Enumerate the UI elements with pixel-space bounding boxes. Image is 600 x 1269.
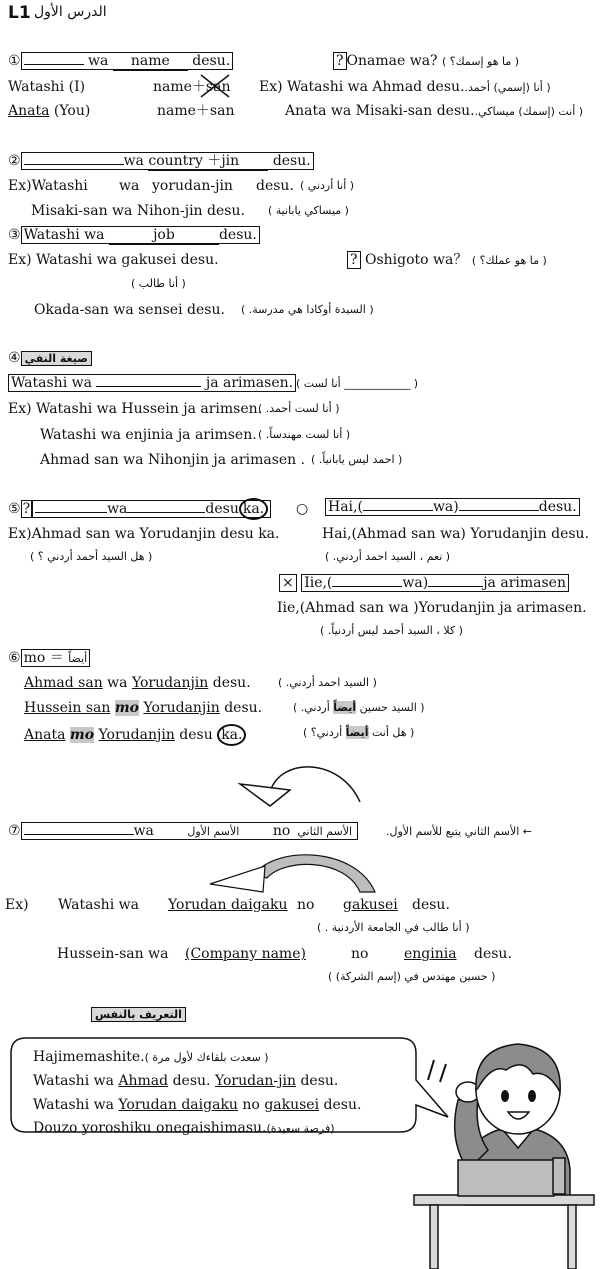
s2-arabic-2: ( ميساكي يابانية ) <box>268 204 349 217</box>
curved-arrow-gray-icon <box>205 848 395 898</box>
section-1-question: ? Onamae wa? ( ما هو إسمك؟ ) <box>333 52 519 70</box>
s4-arabic-2: ( أنا لست مهندساً. ) <box>258 428 351 441</box>
s5-no-pattern: × Iie,( wa) ja arimasen <box>279 574 569 592</box>
intro-line-3: Watashi wa Yorudan daigaku no gakusei desu. <box>33 1097 362 1113</box>
s7-hussein: Hussein-san wa <box>57 946 169 962</box>
s5-arabic-1: ( هل السيد أحمد أردني ؟ ) <box>30 550 153 563</box>
s6-arabic-3: ( هل أنت أيضاً أردني؟ ) <box>303 726 415 739</box>
s4-arabic-3: ( احمد ليس يابانياً. ) <box>311 453 403 466</box>
s4-example-2: Watashi wa enjinia ja arimsen. <box>40 427 257 443</box>
lesson-code: L1 <box>8 3 31 23</box>
s2-yorudan-jin: yorudan-jin <box>152 178 233 194</box>
intro-line-1: Hajimemashite.( سعدت بلقاءك لأول مرة ) <box>33 1049 269 1065</box>
s6-arabic-1: ( السيد احمد أردني. ) <box>278 676 377 689</box>
s6-row-3: Anata mo Yorudanjin desu ka. <box>24 724 246 746</box>
s2-arabic-1: ( أنا أردني ) <box>300 179 355 192</box>
s7-arabic-2: ( حسين مهندس في (إسم الشركة) ) <box>328 970 496 983</box>
s2-example-watashi: Ex)Watashi <box>8 178 88 194</box>
s3-arabic-1: ( أنا طالب ) <box>131 277 186 290</box>
section-3-pattern: ③ Watashi wa job desu. <box>8 226 260 245</box>
s3-example-2: Okada-san wa sensei desu. <box>34 302 225 318</box>
s6-row-2: Hussein san mo Yorudanjin desu. <box>24 700 263 716</box>
intro-line-4: Douzo yoroshiku onegaishimasu.(فرصة سعيدة) <box>33 1120 335 1136</box>
student-illustration <box>408 1030 600 1269</box>
s3-example: Ex) Watashi wa gakusei desu. <box>8 252 219 268</box>
s7-enginia: enginia <box>404 946 457 962</box>
s7-arabic-1: ( أنا طالب في الجامعة الأردنية . ) <box>317 921 470 934</box>
s5-arabic-2: ( نعم ، السيد احمد أردني. ) <box>325 550 451 563</box>
s1-anata: Anata (You) <box>8 103 91 119</box>
s1-name-san: name＋san <box>157 103 235 119</box>
s5-example: Ex)Ahmad san wa Yorudanjin desu ka. <box>8 526 280 542</box>
s1-watashi: Watashi (I) <box>8 79 86 95</box>
s3-arabic-2: ( السيدة أوكادا هي مدرسة. ) <box>241 303 374 316</box>
s7-ex-label: Ex) <box>5 897 29 913</box>
s5-yes-icon: ○ <box>296 501 309 517</box>
s4-example-3: Ahmad san wa Nihonjin ja arimasen . <box>40 452 306 468</box>
curved-arrow-icon <box>230 762 380 812</box>
s1-example-2: Anata wa Misaki-san desu.( أنت (إسمك) ميساكي. <box>285 103 584 119</box>
section-7-pattern: ⑦ wa الأسم الأول no الأسم الثاني <box>8 822 358 840</box>
s6-row-1: Ahmad san wa Yorudanjin desu. <box>24 675 251 691</box>
section-5-pattern: ⑤ ? wa desu ka. <box>8 498 271 520</box>
s7-no: no <box>297 897 315 913</box>
s4-example-1: Ex) Watashi wa Hussein ja arimsen. <box>8 401 263 417</box>
s7-note: ← الأسم الثاني يتبع للأسم الأول. <box>386 825 533 838</box>
lesson-title: الدرس الأول <box>34 4 107 20</box>
s4-arabic-1: ( أنا لست أحمد. ) <box>258 402 340 415</box>
s7-gakusei: gakusei <box>343 897 398 913</box>
s5-arabic-3: ( كلا ، السيد أحمد ليس أردنياً. ) <box>320 624 463 637</box>
s1-example-1: Ex) Watashi wa Ahmad desu.( أنا (إسمي) أحمد. <box>259 79 551 95</box>
s5-yes-answer: Hai,(Ahmad san wa) Yorudanjin desu. <box>322 526 590 542</box>
s5-no-answer: Iie,(Ahmad san wa )Yorudanjin ja arimasen. <box>277 600 587 616</box>
s4-arabic-0: ( ____________ أنا لست ) <box>296 377 419 390</box>
section-1-pattern: ① wa name desu. <box>8 52 233 71</box>
s7-desu-2: desu. <box>474 946 512 962</box>
section-2-pattern: ② wa country ＋jin desu. <box>8 152 314 171</box>
s2-example-2: Misaki-san wa Nihon-jin desu. <box>31 203 245 219</box>
section-6-header: ⑥ mo ＝ أيضاً <box>8 649 90 667</box>
intro-line-2: Watashi wa Ahmad desu. Yorudan-jin desu. <box>33 1073 339 1089</box>
section-4-header: ④ صيغة النفي <box>8 349 92 367</box>
s1-name-san-crossed: name＋san <box>153 78 230 96</box>
intro-header: التعريف بالنفس <box>91 1008 186 1022</box>
s5-yes-pattern: Hai,( wa) desu. <box>325 498 580 516</box>
s3-question: ? Oshigoto wa？ ( ما هو عملك؟ ) <box>347 251 547 269</box>
s7-company-name: (Company name) <box>185 946 306 962</box>
s2-desu: desu. <box>256 178 294 194</box>
s2-wa: wa <box>119 178 140 194</box>
s7-watashi: Watashi wa <box>58 897 139 913</box>
cross-out-icon <box>199 73 231 99</box>
s7-no-2: no <box>351 946 369 962</box>
s7-yorudan-daigaku: Yorudan daigaku <box>168 897 288 913</box>
s6-arabic-2: ( السيد حسين أيضاً أردني. ) <box>293 701 425 714</box>
s7-desu: desu. <box>412 897 450 913</box>
section-4-pattern: Watashi wa ja arimasen. <box>8 374 296 392</box>
